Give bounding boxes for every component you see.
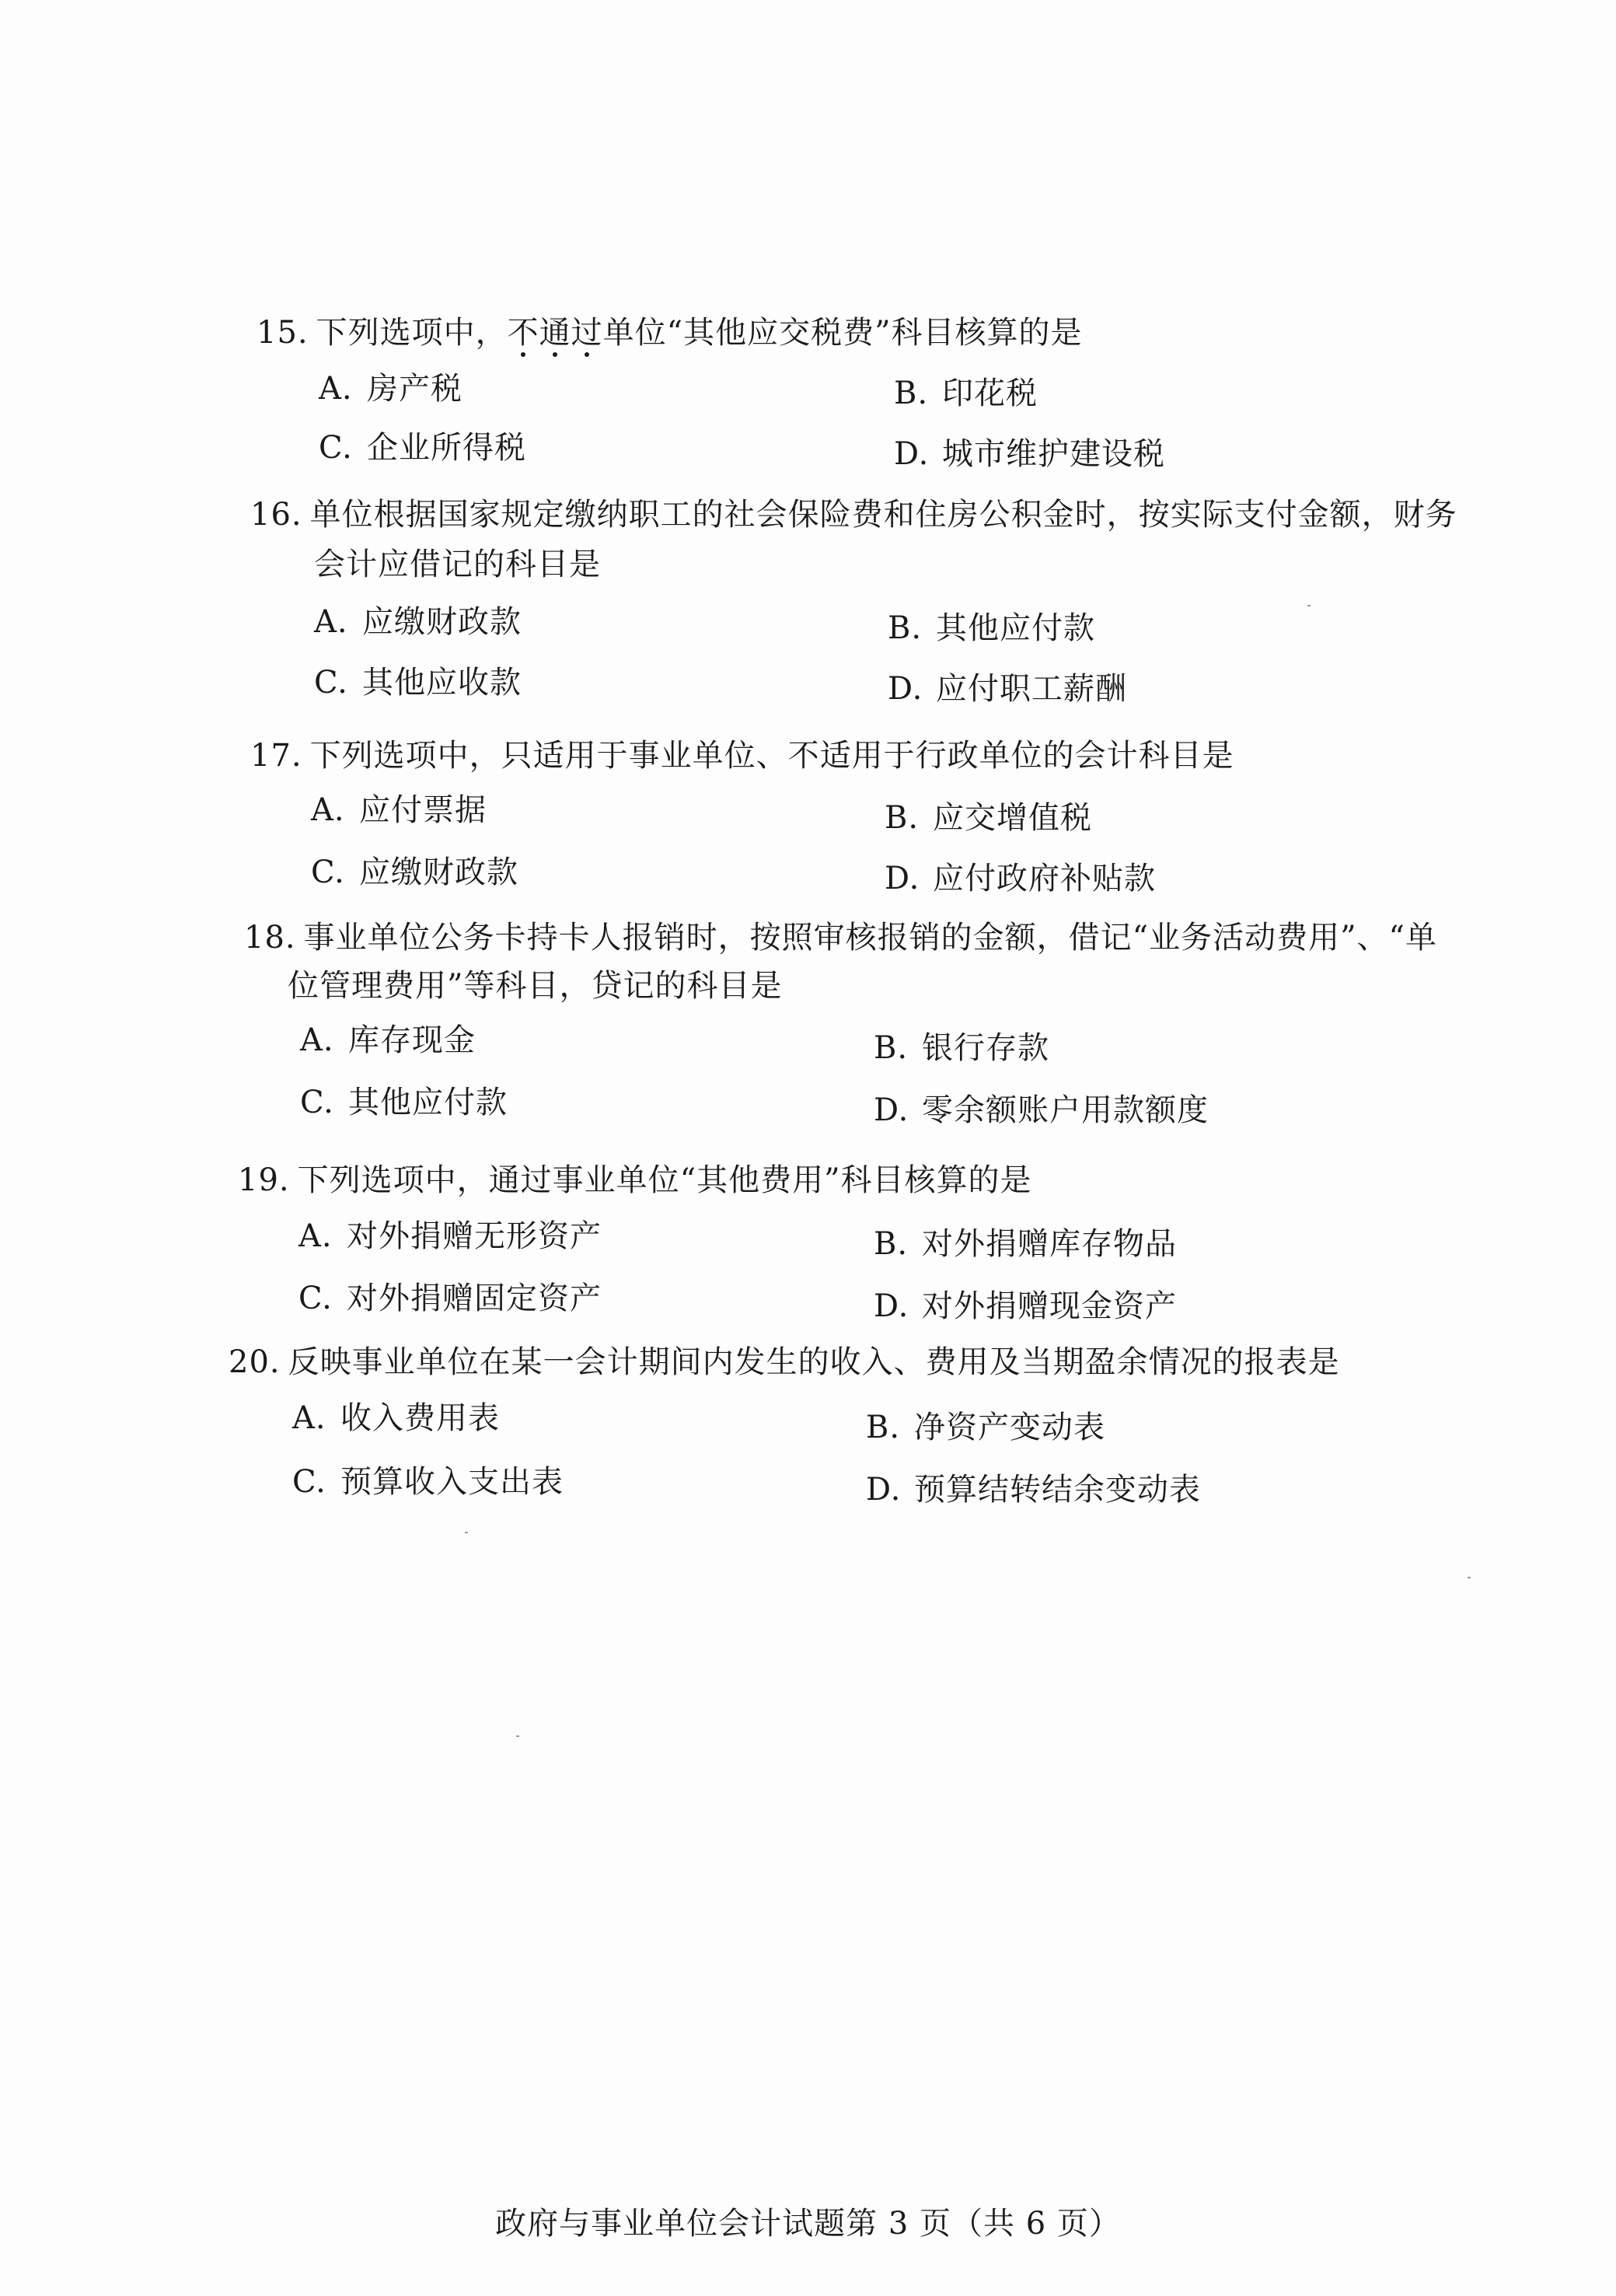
option-b <box>866 1404 1105 1451</box>
option-c <box>292 1459 564 1505</box>
scan-speck <box>465 1532 468 1533</box>
option-a <box>292 1395 500 1442</box>
question-stem <box>250 491 1494 588</box>
stem-text: 事业单位公务卡持卡人报销时，按照审核报销的金额，借记“业务活动费用”、“单 <box>303 920 1437 956</box>
option-text: 零余额账户用款额度 <box>922 1092 1209 1128</box>
option-d <box>885 855 1156 902</box>
option-b <box>885 795 1092 841</box>
option-text: 收入费用表 <box>340 1400 500 1436</box>
option-a <box>311 787 487 833</box>
option-label: C. <box>292 1464 326 1500</box>
option-text: 其他应付款 <box>936 610 1095 646</box>
option-text: 应付职工薪酬 <box>936 671 1127 707</box>
option-label: C. <box>300 1085 334 1120</box>
option-text: 预算结转结余变动表 <box>914 1472 1201 1508</box>
stem-text: 单位“其他应交税费”科目核算的是 <box>602 315 1083 351</box>
option-text: 印花税 <box>942 376 1038 411</box>
option-label: B. <box>866 1410 901 1445</box>
question-stem <box>244 914 1488 1009</box>
option-label: A. <box>311 792 345 828</box>
option-text: 库存现金 <box>348 1022 476 1058</box>
scan-speck <box>1468 1577 1471 1578</box>
option-d <box>894 431 1165 477</box>
question-stem <box>250 732 1494 779</box>
option-b <box>894 370 1038 417</box>
option-d <box>874 1087 1209 1134</box>
option-text: 银行存款 <box>922 1030 1049 1066</box>
question-number: 15. <box>257 315 309 351</box>
option-text: 房产税 <box>367 371 462 407</box>
option-b <box>874 1025 1049 1071</box>
options-grid <box>229 1395 1472 1511</box>
stem-text: 反映事业单位在某一会计期间内发生的收入、费用及当期盈余情况的报表是 <box>288 1344 1340 1380</box>
option-label: B. <box>874 1030 909 1066</box>
question-stem <box>238 1157 1482 1204</box>
stem-text: 下列选项中，通过事业单位“其他费用”科目核算的是 <box>297 1162 1032 1198</box>
option-label: D. <box>874 1288 909 1324</box>
option-text: 应付政府补贴款 <box>933 861 1156 896</box>
stem-continuation: 位管理费用”等科目，贷记的科目是 <box>288 968 783 1004</box>
option-d <box>866 1466 1201 1513</box>
option-label: C. <box>298 1281 333 1316</box>
option-d <box>888 666 1127 712</box>
option-text: 应付票据 <box>359 792 487 828</box>
options-grid <box>250 787 1494 903</box>
question-number: 16. <box>250 497 302 533</box>
emphasis-dot-char: 不 <box>507 315 539 351</box>
option-label: A. <box>292 1400 326 1436</box>
option-text: 预算收入支出表 <box>340 1464 564 1500</box>
options-grid <box>250 599 1494 715</box>
option-c <box>314 659 522 706</box>
question-stem <box>257 309 1500 356</box>
option-text: 净资产变动表 <box>914 1410 1105 1445</box>
option-label: D. <box>874 1092 909 1128</box>
question-20 <box>229 1339 1472 1511</box>
option-a <box>319 365 462 412</box>
option-c <box>311 849 518 896</box>
stem-text: 下列选项中，只适用于事业单位、不适用于行政单位的会计科目是 <box>309 738 1234 774</box>
question-18 <box>244 914 1488 1134</box>
option-label: C. <box>314 665 348 701</box>
option-label: D. <box>866 1472 902 1508</box>
question-stem <box>229 1339 1472 1386</box>
question-19 <box>238 1157 1482 1330</box>
option-text: 对外捐赠现金资产 <box>922 1288 1177 1324</box>
option-label: B. <box>885 800 920 836</box>
question-number: 19. <box>238 1162 290 1198</box>
option-label: C. <box>311 854 345 890</box>
option-text: 对外捐赠固定资产 <box>347 1281 602 1316</box>
stem-text: 下列选项中， <box>316 315 508 351</box>
option-label: D. <box>894 436 930 472</box>
emphasized-text <box>508 315 603 351</box>
page-footer: 政府与事业单位会计试题第 3 页（共 6 页） <box>495 2206 1121 2242</box>
option-label: C. <box>319 430 353 466</box>
stem-text: 单位根据国家规定缴纳职工的社会保险费和住房公积金时，按实际支付金额，财务 <box>309 497 1457 533</box>
question-number: 20. <box>229 1344 281 1380</box>
emphasis-dot-char: 通 <box>539 315 571 351</box>
option-text: 其他应付款 <box>348 1085 508 1120</box>
option-text: 应缴财政款 <box>362 604 522 640</box>
option-b <box>888 605 1095 652</box>
option-label: D. <box>888 671 923 707</box>
option-label: B. <box>894 376 929 411</box>
option-label: A. <box>300 1022 334 1058</box>
option-label: A. <box>298 1218 333 1254</box>
scan-speck <box>516 1735 519 1737</box>
options-grid <box>244 1017 1488 1134</box>
stem-continuation: 会计应借记的科目是 <box>314 547 601 582</box>
option-text: 对外捐赠无形资产 <box>347 1218 602 1254</box>
option-d <box>874 1283 1177 1330</box>
option-text: 城市维护建设税 <box>942 436 1165 472</box>
options-grid <box>257 365 1500 482</box>
emphasis-dot-char: 过 <box>571 315 603 351</box>
question-15 <box>257 309 1500 482</box>
option-a <box>298 1213 602 1260</box>
scan-speck <box>1307 605 1311 606</box>
question-number: 17. <box>250 738 302 774</box>
option-text: 企业所得税 <box>367 430 526 466</box>
option-label: B. <box>874 1226 909 1262</box>
option-a <box>300 1017 476 1064</box>
option-c <box>298 1275 602 1322</box>
question-17 <box>250 732 1494 903</box>
question-number: 18. <box>244 920 296 956</box>
option-text: 应缴财政款 <box>359 854 518 890</box>
option-a <box>314 599 522 645</box>
option-label: B. <box>888 610 923 646</box>
option-c <box>319 425 526 471</box>
option-label: A. <box>319 371 353 407</box>
options-grid <box>238 1213 1482 1330</box>
option-text: 应交增值税 <box>933 800 1092 836</box>
option-c <box>300 1079 508 1126</box>
option-b <box>874 1221 1177 1267</box>
option-label: D. <box>885 861 920 896</box>
question-16 <box>250 491 1494 715</box>
option-text: 其他应收款 <box>362 665 522 701</box>
option-text: 对外捐赠库存物品 <box>922 1226 1177 1262</box>
option-label: A. <box>314 604 348 640</box>
